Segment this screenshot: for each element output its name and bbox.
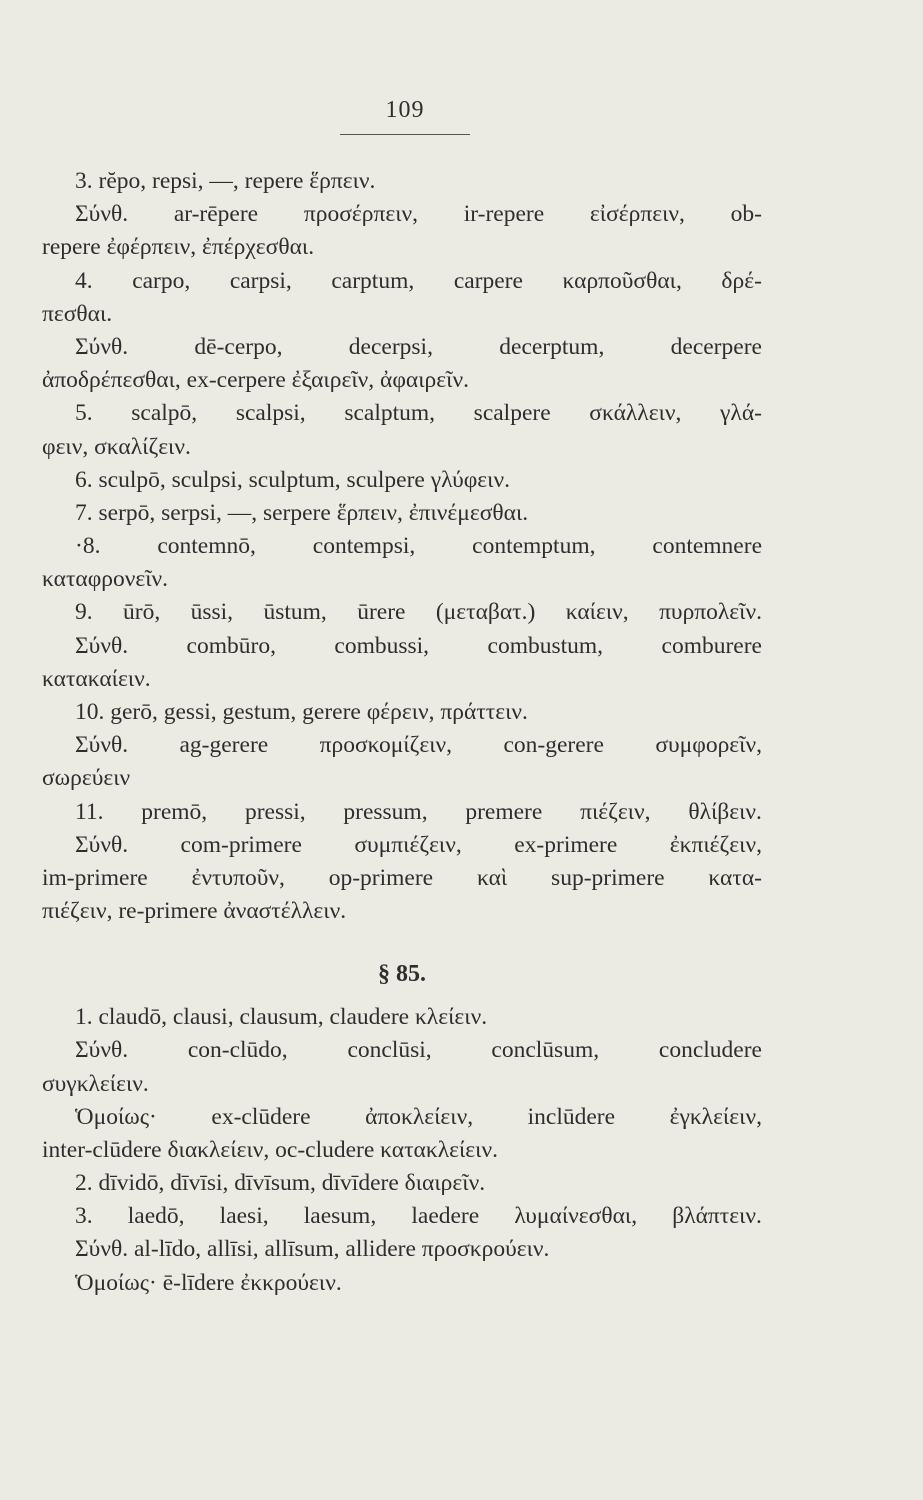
word: contemnere — [652, 533, 762, 560]
text-line: 7. serpō, serpsi, —, serpere ἕρπειν, ἐπινέμεσθαι. — [75, 499, 529, 526]
text-line: Σύνθ. al-līdo, allīsi, allīsum, allidere προσκρούειν. — [75, 1236, 550, 1263]
text-line: ἀποδρέπεσθαι, ex-cerpere ἐξαιρεῖν, ἀφαιρεῖν. — [42, 367, 469, 394]
word: ἀποκλείειν, — [365, 1103, 474, 1130]
word: con-clūdo, — [187, 1037, 288, 1064]
word: comburere — [661, 632, 762, 659]
text-line — [42, 729, 762, 762]
text-line: 10. gerō, gessi, gestum, gerere φέρειν, πράττειν. — [75, 699, 528, 725]
text-line: 1. claudō, clausi, clausum, claudere κλείειν. — [75, 1004, 488, 1031]
word: 11. — [75, 798, 104, 825]
header-rule — [340, 134, 470, 135]
word: προσκομίζειν, — [319, 732, 453, 759]
word: laesi, — [219, 1203, 269, 1230]
word: καρποῦσθαι, — [562, 267, 682, 294]
word: scalpere — [473, 400, 551, 427]
word: dē-cerpo, — [194, 333, 283, 360]
word: contemnō, — [157, 533, 256, 560]
word: inclūdere — [527, 1103, 616, 1130]
text-line — [42, 796, 762, 829]
word: con-gerere — [503, 732, 604, 759]
word: πιέζειν, — [580, 798, 651, 825]
word: καίειν, — [565, 599, 629, 626]
word: ἐκπιέζειν, — [669, 831, 762, 858]
word: δρέ- — [721, 267, 762, 294]
word: εἰσέρπειν, — [589, 201, 685, 228]
text-line — [42, 862, 762, 895]
word: θλίβειν. — [688, 798, 762, 825]
text-line: 6. sculpō, sculpsi, sculptum, sculpere γλύφειν. — [75, 466, 510, 493]
word: pressum, — [343, 798, 428, 825]
text-line — [42, 1101, 762, 1134]
word: βλάπτειν. — [672, 1203, 762, 1230]
text-line — [42, 596, 762, 629]
word: ἐγκλείειν, — [669, 1103, 762, 1130]
word: πυρπολεῖν. — [659, 599, 762, 626]
word: laesum, — [303, 1203, 377, 1230]
word: συμπιέζειν, — [354, 831, 462, 858]
text-line: Ὁμοίως· ē-līdere ἐκκρούειν. — [75, 1269, 342, 1296]
word: premere — [465, 798, 543, 825]
word: ūstum, — [263, 599, 327, 626]
word: scalpsi, — [235, 400, 306, 427]
word: sup-primere — [551, 864, 665, 891]
word: carpere — [453, 267, 523, 294]
text-line: καταφρονεῖν. — [42, 566, 169, 593]
word: ·8. — [75, 533, 101, 560]
word: scalptum, — [344, 400, 436, 427]
text-line — [42, 331, 762, 364]
word: combūro, — [186, 632, 276, 659]
word: (μεταβατ.) — [435, 599, 536, 626]
word: scalpō, — [131, 400, 198, 427]
text-line — [42, 1200, 762, 1233]
page-body — [42, 165, 762, 1300]
word: decerptum, — [499, 333, 605, 360]
word: Σύνθ. — [75, 1037, 129, 1064]
text-line — [42, 1034, 762, 1067]
section-heading: § 85. — [378, 961, 426, 988]
word: καὶ — [476, 864, 508, 891]
word: ūrere — [357, 599, 406, 626]
text-line: κατακαίειν. — [42, 665, 151, 692]
word: conclūsum, — [491, 1037, 600, 1064]
word: 5. — [75, 400, 93, 427]
word: 4. — [75, 267, 93, 294]
page-number: 109 — [385, 97, 425, 123]
word: decerpsi, — [348, 333, 433, 360]
word: γλά- — [720, 400, 762, 427]
text-line — [42, 397, 762, 430]
text-line — [42, 630, 762, 663]
word: Σύνθ. — [75, 732, 129, 759]
text-line: πεσθαι. — [42, 300, 113, 327]
text-line — [42, 265, 762, 298]
word: carptum, — [331, 267, 415, 294]
word: ir-repere — [463, 201, 545, 228]
text-line — [42, 198, 762, 231]
word: laedō, — [127, 1203, 185, 1230]
word: pressi, — [244, 798, 306, 825]
word: op-primere — [328, 864, 434, 891]
text-line: σωρεύειν — [42, 765, 131, 792]
word: carpo, — [132, 267, 191, 294]
text-line: inter-clūdere διακλείειν, oc-cludere κατακλείειν. — [42, 1136, 498, 1163]
word: ἐντυποῦν, — [191, 864, 285, 891]
word: ūrō, — [123, 599, 161, 626]
word: decerpere — [670, 333, 762, 360]
word: κατα- — [708, 864, 762, 891]
word: Σύνθ. — [75, 201, 129, 228]
word: 9. — [75, 599, 93, 626]
word: συμφορεῖν, — [655, 732, 762, 759]
word: laedere — [411, 1203, 480, 1230]
word: ob- — [730, 201, 762, 228]
word: Σύνθ. — [75, 632, 129, 659]
word: Σύνθ. — [75, 333, 129, 360]
word: Ὁμοίως· — [75, 1103, 157, 1130]
text-line — [42, 530, 762, 563]
word: im-primere — [42, 864, 148, 891]
word: σκάλλειν, — [589, 400, 682, 427]
text-line: 2. dīvidō, dīvīsi, dīvīsum, dīvīdere διαιρεῖν. — [75, 1170, 486, 1197]
word: ex-clūdere — [211, 1103, 311, 1130]
text-line: πιέζειν, re-primere ἀναστέλλειν. — [42, 898, 347, 925]
word: contemptum, — [472, 533, 596, 560]
text-line: φειν, σκαλίζειν. — [42, 433, 191, 460]
word: ar-rēpere — [173, 201, 259, 228]
word: combustum, — [487, 632, 604, 659]
word: προσέρπειν, — [303, 201, 419, 228]
word: contempsi, — [312, 533, 416, 560]
word: com-primere — [180, 831, 302, 858]
word: ex-primere — [514, 831, 618, 858]
text-line: repere ἐφέρπειν, ἐπέρχεσθαι. — [42, 234, 315, 261]
word: 3. — [75, 1203, 93, 1230]
word: carpsi, — [229, 267, 292, 294]
word: λυμαίνεσθαι, — [514, 1203, 638, 1230]
word: Σύνθ. — [75, 831, 129, 858]
word: concludere — [658, 1037, 762, 1064]
word: conclūsi, — [347, 1037, 432, 1064]
word: ag-gerere — [179, 732, 269, 759]
word: combussi, — [334, 632, 430, 659]
text-line: συγκλείειν. — [42, 1070, 149, 1097]
text-line — [42, 829, 762, 862]
word: ūssi, — [190, 599, 234, 626]
text-line: 3. rĕpo, repsi, —, repere ἕρπειν. — [75, 168, 376, 194]
word: premō, — [141, 798, 208, 825]
